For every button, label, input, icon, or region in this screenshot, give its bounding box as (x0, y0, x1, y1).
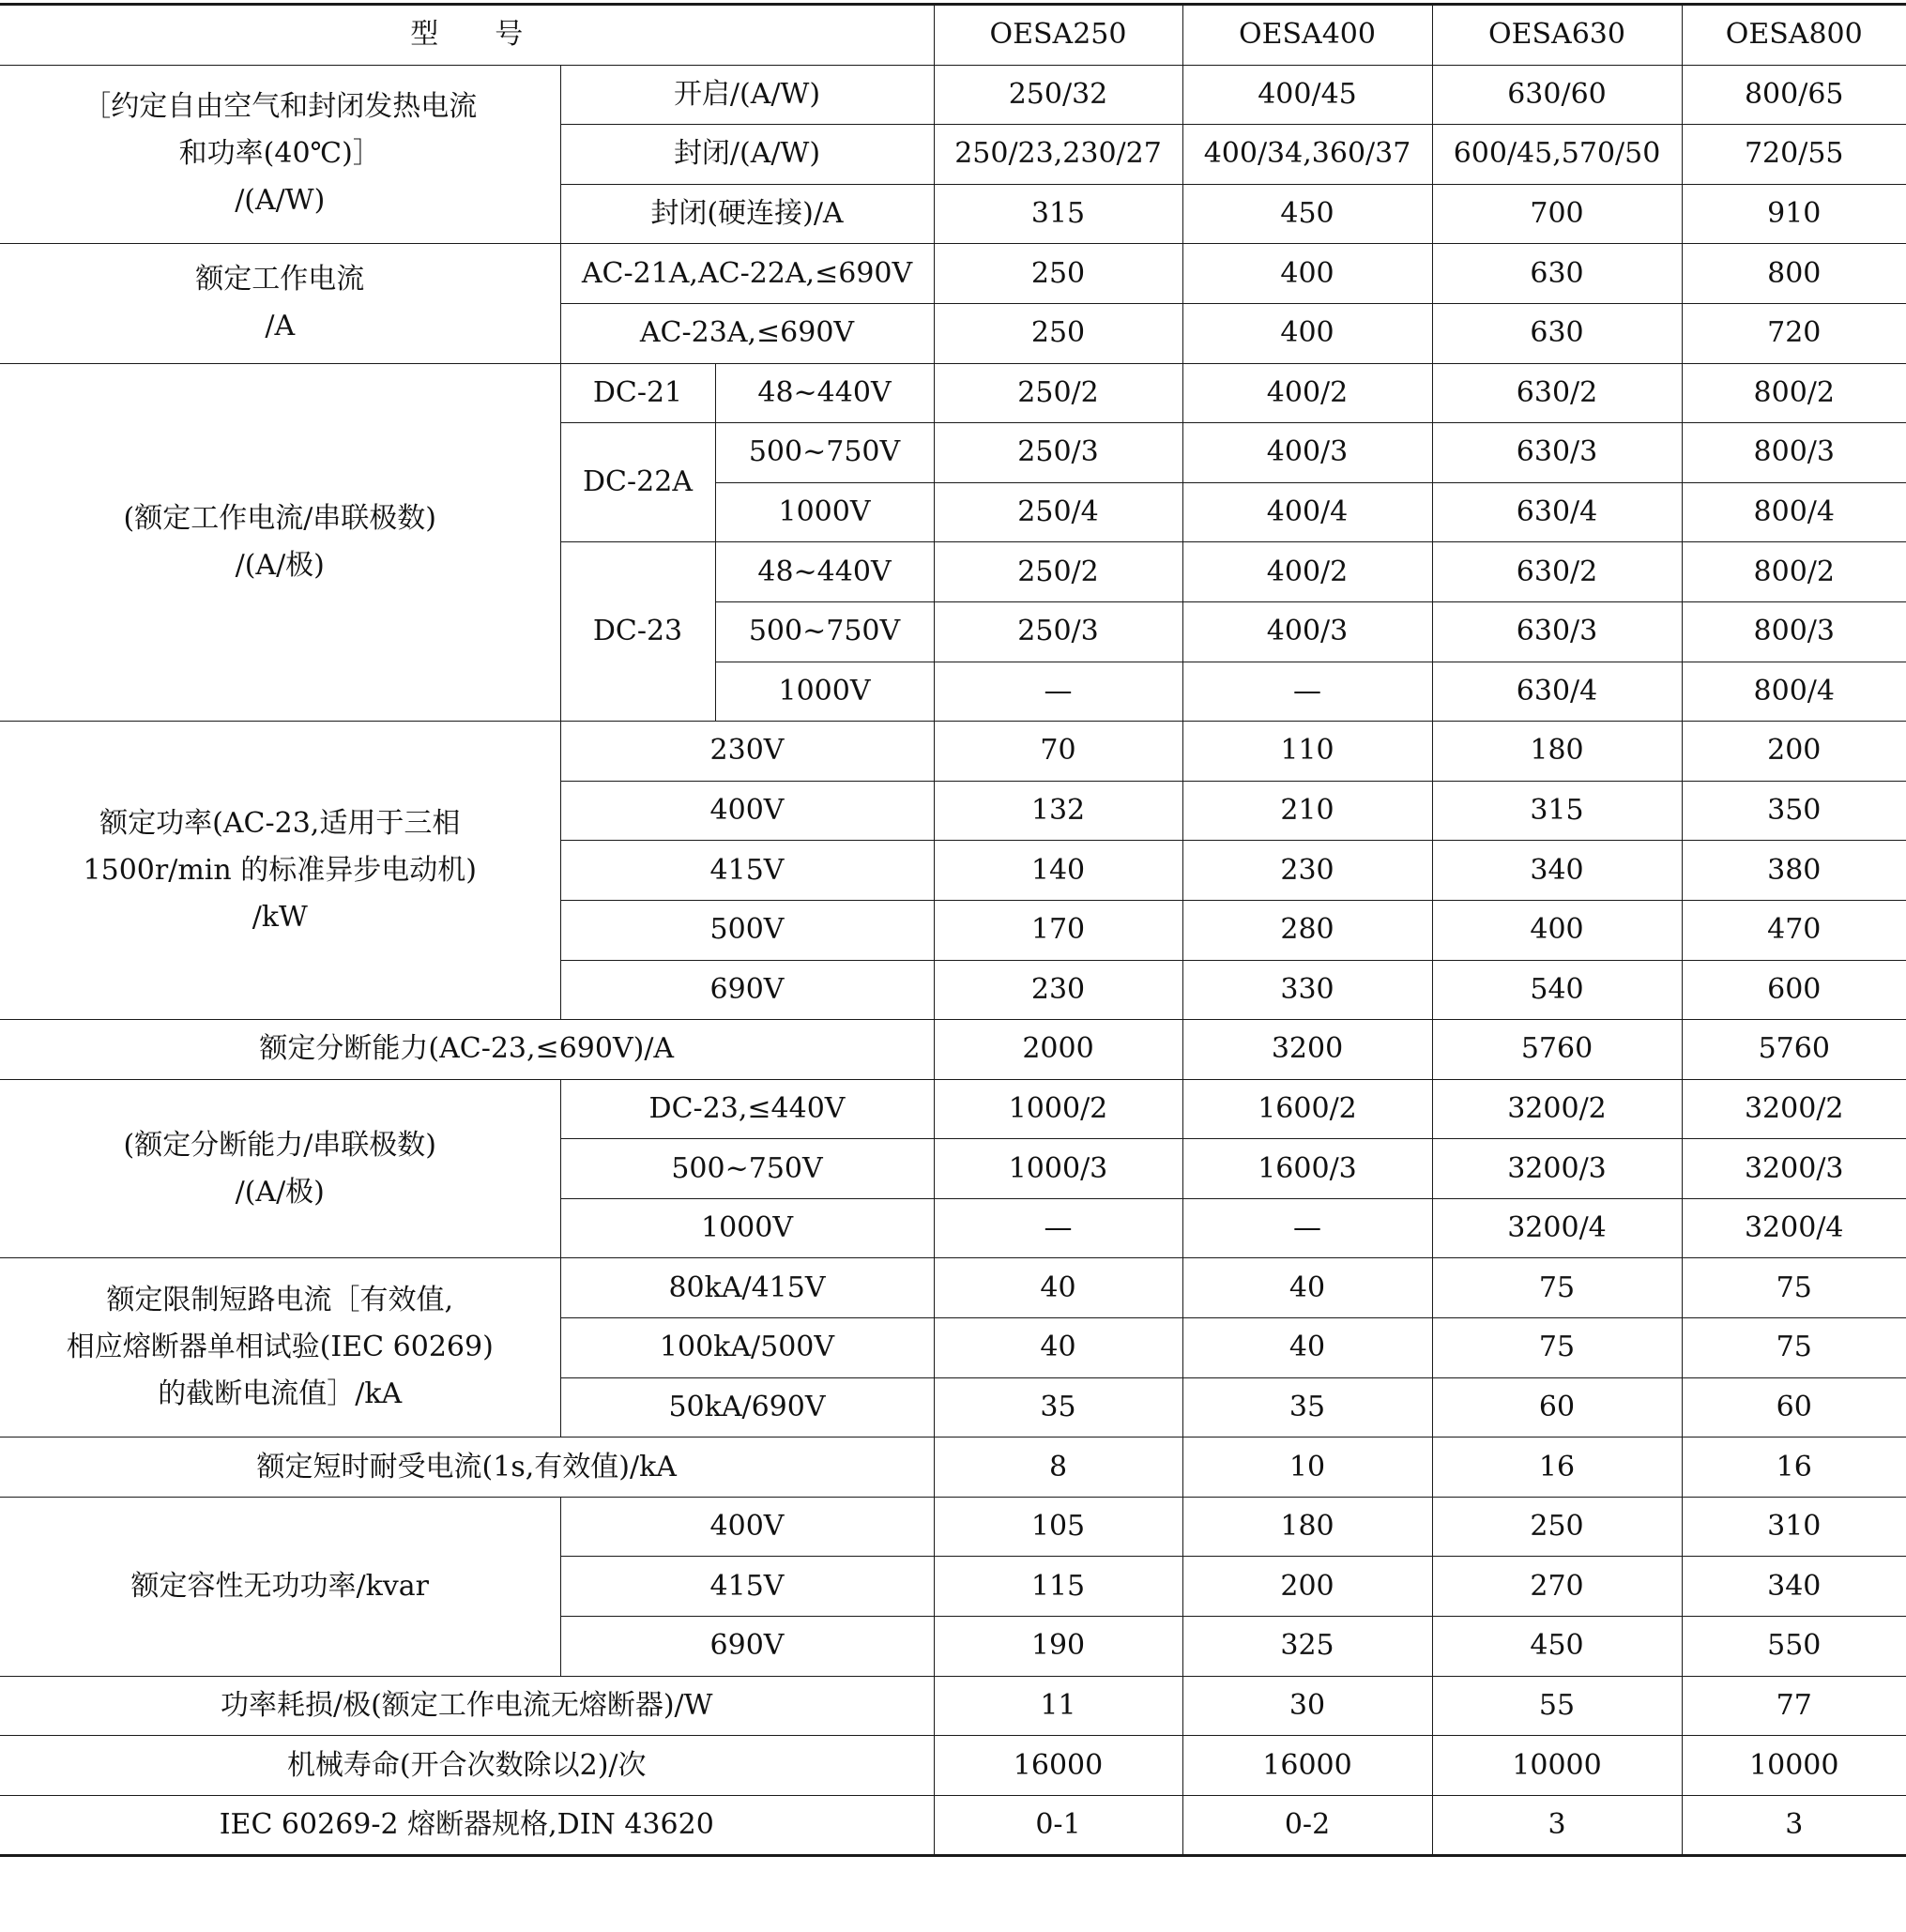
cell: 40 (934, 1258, 1182, 1318)
cell: 540 (1432, 960, 1682, 1020)
row-label: 230V (560, 722, 934, 782)
dc-voltage: 500~750V (715, 423, 934, 483)
cell: 380 (1682, 841, 1906, 901)
cell: 3 (1432, 1795, 1682, 1856)
cell: 800/2 (1682, 363, 1906, 423)
cell: 250/23,230/27 (934, 125, 1182, 185)
row-label: 690V (560, 1617, 934, 1677)
cell: 16 (1432, 1438, 1682, 1498)
table-row (0, 1258, 1906, 1318)
cell: 0-1 (934, 1795, 1182, 1856)
cell: 800/2 (1682, 542, 1906, 602)
cell: 315 (1432, 781, 1682, 841)
header-row (0, 5, 1906, 66)
cell: 3200/4 (1682, 1198, 1906, 1258)
cell: 400 (1182, 303, 1432, 363)
cell: 600/45,570/50 (1432, 125, 1682, 185)
dc-category: DC-23 (560, 542, 715, 722)
cell: 800/3 (1682, 423, 1906, 483)
model-oesa630: OESA630 (1432, 5, 1682, 66)
cell: 230 (934, 960, 1182, 1020)
cell: 3200/3 (1682, 1139, 1906, 1199)
cell: 40 (934, 1318, 1182, 1378)
cell: 340 (1682, 1557, 1906, 1617)
table-row (0, 65, 1906, 125)
cell: 10000 (1432, 1736, 1682, 1796)
row-label: 690V (560, 960, 934, 1020)
cell: 180 (1182, 1497, 1432, 1557)
cell: 77 (1682, 1676, 1906, 1736)
cell: 140 (934, 841, 1182, 901)
rated-current-title: 额定工作电流 /A (0, 244, 560, 363)
row-label: 80kA/415V (560, 1258, 934, 1318)
cell: 75 (1682, 1258, 1906, 1318)
table-row (0, 1438, 1906, 1498)
row-label: 400V (560, 781, 934, 841)
cell: 40 (1182, 1258, 1432, 1318)
row-label: AC-21A,AC-22A,≤690V (560, 244, 934, 304)
cell: 3 (1682, 1795, 1906, 1856)
cell: 250/2 (934, 542, 1182, 602)
cell: 200 (1182, 1557, 1432, 1617)
cell: 250 (1432, 1497, 1682, 1557)
cell: 630 (1432, 303, 1682, 363)
table-row (0, 1020, 1906, 1080)
cell: 55 (1432, 1676, 1682, 1736)
model-oesa400: OESA400 (1182, 5, 1432, 66)
row-label: 封闭(硬连接)/A (560, 184, 934, 244)
cell: 630 (1432, 244, 1682, 304)
cell: 3200/2 (1432, 1079, 1682, 1139)
cell: 250 (934, 303, 1182, 363)
cell: 270 (1432, 1557, 1682, 1617)
cell: 1000/2 (934, 1079, 1182, 1139)
cell: 75 (1682, 1318, 1906, 1378)
cell: 630/3 (1432, 601, 1682, 662)
cell: 70 (934, 722, 1182, 782)
cell: 2000 (934, 1020, 1182, 1080)
cell: — (934, 1198, 1182, 1258)
cell: 40 (1182, 1318, 1432, 1378)
rated-power-title: 额定功率(AC-23,适用于三相 1500r/min 的标准异步电动机) /kW (0, 722, 560, 1020)
row-label: 开启/(A/W) (560, 65, 934, 125)
dc-current-title: (额定工作电流/串联极数) /(A/极) (0, 363, 560, 722)
fuse-label: IEC 60269-2 熔断器规格,DIN 43620 (0, 1795, 934, 1856)
spec-table (0, 3, 1906, 1857)
cell: 450 (1182, 184, 1432, 244)
cell: 60 (1432, 1377, 1682, 1438)
cell: 5760 (1682, 1020, 1906, 1080)
cell: 400/2 (1182, 542, 1432, 602)
model-label: 型 号 (0, 5, 934, 66)
cell: 110 (1182, 722, 1432, 782)
cell: 400/34,360/37 (1182, 125, 1432, 185)
cell: 35 (1182, 1377, 1432, 1438)
cell: 132 (934, 781, 1182, 841)
cell: 3200/2 (1682, 1079, 1906, 1139)
cell: 315 (934, 184, 1182, 244)
table-row (0, 1497, 1906, 1557)
dc-category: DC-22A (560, 423, 715, 542)
cell: 630/2 (1432, 542, 1682, 602)
cell: 800/3 (1682, 601, 1906, 662)
cell: 800/65 (1682, 65, 1906, 125)
cell: 60 (1682, 1377, 1906, 1438)
dc-voltage: 48~440V (715, 363, 934, 423)
cell: 210 (1182, 781, 1432, 841)
cell: 700 (1432, 184, 1682, 244)
cell: 800 (1682, 244, 1906, 304)
dc-voltage: 48~440V (715, 542, 934, 602)
cell: 3200 (1182, 1020, 1432, 1080)
cell: 3200/4 (1432, 1198, 1682, 1258)
cell: 340 (1432, 841, 1682, 901)
cell: 0-2 (1182, 1795, 1432, 1856)
cell: 630/2 (1432, 363, 1682, 423)
breaking-dc-title: (额定分断能力/串联极数) /(A/极) (0, 1079, 560, 1258)
cell: 400/4 (1182, 482, 1432, 542)
cell: 720/55 (1682, 125, 1906, 185)
cell: 720 (1682, 303, 1906, 363)
cell: 16000 (934, 1736, 1182, 1796)
breaking-ac-label: 额定分断能力(AC-23,≤690V)/A (0, 1020, 934, 1080)
row-label: 500~750V (560, 1139, 934, 1199)
cell: 1600/2 (1182, 1079, 1432, 1139)
cell: 16 (1682, 1438, 1906, 1498)
power-loss-label: 功率耗损/极(额定工作电流无熔断器)/W (0, 1676, 934, 1736)
row-label: 500V (560, 900, 934, 960)
row-label: 415V (560, 841, 934, 901)
dc-voltage: 1000V (715, 482, 934, 542)
dc-voltage: 1000V (715, 662, 934, 722)
cell: — (1182, 662, 1432, 722)
cell: 630/4 (1432, 482, 1682, 542)
short-time-label: 额定短时耐受电流(1s,有效值)/kA (0, 1438, 934, 1498)
cell: 200 (1682, 722, 1906, 782)
cell: 16000 (1182, 1736, 1432, 1796)
cell: 400/2 (1182, 363, 1432, 423)
cell: 400 (1432, 900, 1682, 960)
cell: 310 (1682, 1497, 1906, 1557)
cell: 3200/3 (1432, 1139, 1682, 1199)
cell: 10 (1182, 1438, 1432, 1498)
cell: 180 (1432, 722, 1682, 782)
cell: 30 (1182, 1676, 1432, 1736)
short-circuit-title: 额定限制短路电流［有效值, 相应熔断器单相试验(IEC 60269) 的截断电流值］/kA (0, 1258, 560, 1438)
table-row (0, 363, 1906, 423)
cell: 5760 (1432, 1020, 1682, 1080)
table-row (0, 1795, 1906, 1856)
table-row (0, 722, 1906, 782)
cell: 400/3 (1182, 601, 1432, 662)
cell: 1600/3 (1182, 1139, 1432, 1199)
thermal-title: ［约定自由空气和封闭发热电流 和功率(40℃)］ /(A/W) (0, 65, 560, 244)
cell: 8 (934, 1438, 1182, 1498)
cell: 115 (934, 1557, 1182, 1617)
cell: 400/3 (1182, 423, 1432, 483)
cell: 630/3 (1432, 423, 1682, 483)
mech-life-label: 机械寿命(开合次数除以2)/次 (0, 1736, 934, 1796)
cell: 35 (934, 1377, 1182, 1438)
cell: 190 (934, 1617, 1182, 1677)
dc-voltage: 500~750V (715, 601, 934, 662)
model-oesa800: OESA800 (1682, 5, 1906, 66)
dc-category: DC-21 (560, 363, 715, 423)
row-label: 50kA/690V (560, 1377, 934, 1438)
cell: 330 (1182, 960, 1432, 1020)
cell: 800/4 (1682, 482, 1906, 542)
cell: 75 (1432, 1258, 1682, 1318)
cell: 325 (1182, 1617, 1432, 1677)
cell: 470 (1682, 900, 1906, 960)
row-label: DC-23,≤440V (560, 1079, 934, 1139)
table-row (0, 1736, 1906, 1796)
cell: 250/32 (934, 65, 1182, 125)
table-row (0, 244, 1906, 304)
cell: 230 (1182, 841, 1432, 901)
cell: 550 (1682, 1617, 1906, 1677)
cell: 170 (934, 900, 1182, 960)
cell: 280 (1182, 900, 1432, 960)
cell: 250/2 (934, 363, 1182, 423)
cell: 1000/3 (934, 1139, 1182, 1199)
cell: 250/4 (934, 482, 1182, 542)
cell: 350 (1682, 781, 1906, 841)
cell: 250/3 (934, 601, 1182, 662)
cell: 600 (1682, 960, 1906, 1020)
model-oesa250: OESA250 (934, 5, 1182, 66)
cell: 250 (934, 244, 1182, 304)
cell: 400 (1182, 244, 1432, 304)
table-row (0, 1079, 1906, 1139)
cell: 630/4 (1432, 662, 1682, 722)
row-label: 415V (560, 1557, 934, 1617)
row-label: 1000V (560, 1198, 934, 1258)
cell: 800/4 (1682, 662, 1906, 722)
row-label: 封闭/(A/W) (560, 125, 934, 185)
cell: 105 (934, 1497, 1182, 1557)
cell: — (1182, 1198, 1432, 1258)
cell: 630/60 (1432, 65, 1682, 125)
cell: 450 (1432, 1617, 1682, 1677)
cell: 910 (1682, 184, 1906, 244)
row-label: 400V (560, 1497, 934, 1557)
cell: 250/3 (934, 423, 1182, 483)
cell: 75 (1432, 1318, 1682, 1378)
row-label: AC-23A,≤690V (560, 303, 934, 363)
cell: 400/45 (1182, 65, 1432, 125)
row-label: 100kA/500V (560, 1318, 934, 1378)
cell: 11 (934, 1676, 1182, 1736)
capacitive-title: 额定容性无功功率/kvar (0, 1497, 560, 1676)
table-row (0, 1676, 1906, 1736)
cell: — (934, 662, 1182, 722)
cell: 10000 (1682, 1736, 1906, 1796)
